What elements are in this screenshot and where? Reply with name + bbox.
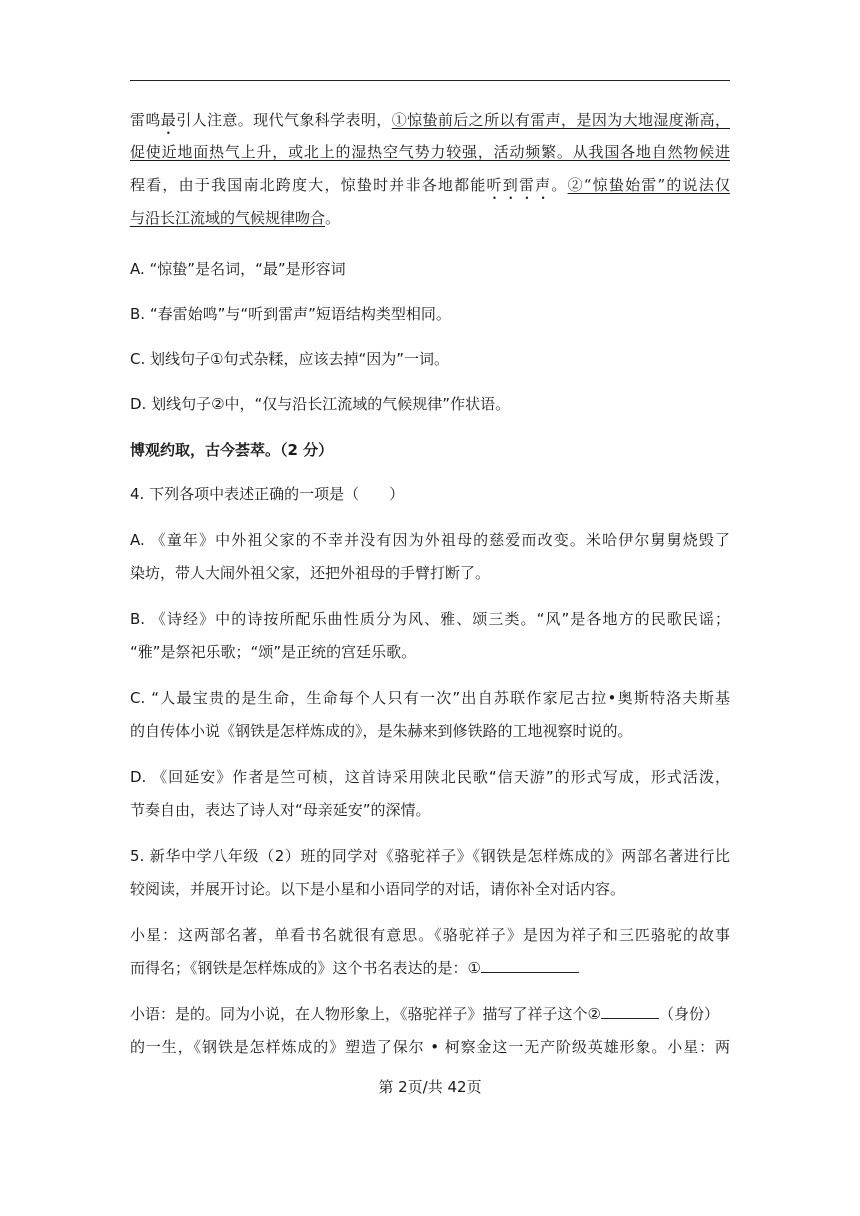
underlined-sentence-2-cont: 与沿长江流域的气候规律吻合 xyxy=(130,209,326,227)
q5-stem-line-1: 5. 新华中学八年级（2）班的同学对《骆驼祥子》《钢铁是怎样炼成的》两部名著进行比 xyxy=(130,847,730,865)
page-number-footer: 第 2页/共 42页 xyxy=(378,1078,482,1096)
q4-option-a-line-2: 染坊，带人大闹外祖父家，还把外祖母的手臂打断了。 xyxy=(130,564,491,582)
answer-blank-2[interactable] xyxy=(601,1000,659,1019)
underlined-sentence-1-cont: 促使近地面热气上升，或北上的湿热空气势力较强，活动频繁。从我国各地自然物候进 xyxy=(130,143,730,161)
q4-option-d-line-2: 节奏自由，表达了诗人对“母亲延安”的深情。 xyxy=(130,801,431,819)
q3-option-d: D. 划线句子②中，“仅与沿长江流域的气候规律”作状语。 xyxy=(130,395,511,413)
underlined-sentence-2: ②“惊蛰始雷”的说法仅 xyxy=(567,176,730,194)
q4-option-d-line-1: D. 《回延安》作者是竺可桢，这首诗采用陕北民歌“信天游”的形式写成，形式活泼， xyxy=(130,768,730,786)
q5-xiaoxing-line-2: 而得名；《钢铁是怎样炼成的》这个书名表达的是：① xyxy=(130,952,730,984)
passage-line-1: 雷鸣最引人注意。现代气象科学表明，①惊蛰前后之所以有雷声，是因为大地湿度渐高， xyxy=(130,111,730,129)
q3-option-a: A. “惊蛰”是名词，“最”是形容词 xyxy=(130,260,346,278)
q5-xiaoyu-line-1: 小语：是的。同为小说，在人物形象上，《骆驼祥子》描写了祥子这个② （身份） xyxy=(130,998,730,1030)
q3-option-c: C. 划线句子①句式杂糅，应该去掉“因为”一词。 xyxy=(130,350,450,368)
q3-option-b: B. “春雷始鸣”与“听到雷声”短语结构类型相同。 xyxy=(130,305,451,323)
emphasis-dot-word: 最 xyxy=(160,111,177,129)
passage-line-2 xyxy=(130,136,730,168)
q5-xiaoyu-line-2: 的一生，《钢铁是怎样炼成的》塑造了保尔 • 柯察金这一无产阶级英雄形象。小星：两 xyxy=(130,1038,730,1056)
q5-stem-line-2: 较阅读，并展开讨论。以下是小星和小语同学的对话，请你补全对话内容。 xyxy=(130,880,626,898)
passage-line-4: 与沿长江流域的气候规律吻合。 xyxy=(130,209,341,227)
q5-xiaoxing-line-1: 小星：这两部名著，单看书名就很有意思。《骆驼祥子》是因为祥子和三匹骆驼的故事 xyxy=(130,926,730,944)
q4-option-a-line-1: A. 《童年》中外祖父家的不幸并没有因为外祖母的慈爱而改变。米哈伊尔舅舅烧毁了 xyxy=(130,531,730,549)
q4-stem: 4. 下列各项中表述正确的一项是（ ） xyxy=(130,485,405,503)
underlined-sentence-1: ①惊蛰前后之所以有雷声，是因为大地湿度渐高， xyxy=(391,111,730,129)
section-heading: 博观约取，古今荟萃。（2 分） xyxy=(130,441,334,459)
q4-option-c-line-1: C. “人最宝贵的是生命，生命每个人只有一次”出自苏联作家尼古拉•奥斯特洛夫斯基 xyxy=(130,689,730,707)
q4-option-b-line-1: B. 《诗经》中的诗按所配乐曲性质分为风、雅、颂三类。“风”是各地方的民歌民谣； xyxy=(130,610,730,628)
answer-blank-1[interactable] xyxy=(481,954,579,973)
header-rule xyxy=(130,80,730,81)
passage-line-3: 程看，由于我国南北跨度大，惊蛰时并非各地都能听到雷声。②“惊蛰始雷”的说法仅 xyxy=(130,176,730,194)
q4-option-b-line-2: “雅”是祭祀乐歌；“颂”是正统的宫廷乐歌。 xyxy=(130,643,417,661)
emphasis-dot-phrase: 听到雷声 xyxy=(486,176,552,194)
q4-option-c-line-2: 的自传体小说《钢铁是怎样炼成的》，是朱赫来到修铁路的工地视察时说的。 xyxy=(130,722,633,740)
